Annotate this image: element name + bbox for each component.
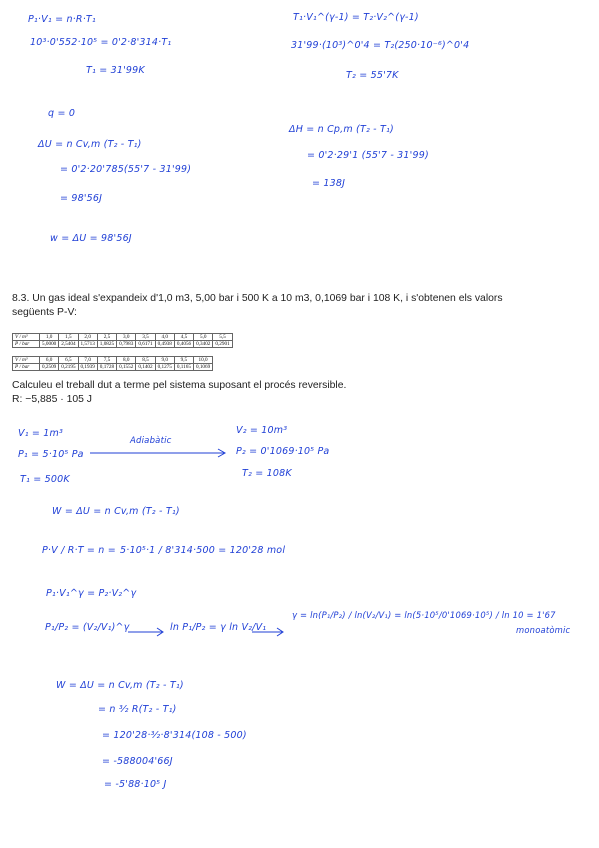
state2-pressure: P₂ = 0'1069·10⁵ Pa bbox=[236, 446, 330, 457]
table-header-v: V / m³ bbox=[13, 357, 40, 364]
table-cell: 4,0 bbox=[155, 334, 174, 341]
table-cell: 0,1275 bbox=[155, 364, 174, 371]
eq-ideal-gas-substituted: 10³·0'552·10⁵ = 0'2·8'314·T₁ bbox=[30, 37, 172, 48]
table-cell: 0,1552 bbox=[117, 364, 136, 371]
table-cell: 0,2901 bbox=[213, 341, 232, 348]
eq-work-internal-energy: W = ΔU = n Cv,m (T₂ - T₁) bbox=[52, 506, 180, 517]
table-cell: 8,0 bbox=[117, 357, 136, 364]
table-cell: 2,5 bbox=[97, 334, 116, 341]
table-cell: 0,3402 bbox=[194, 341, 213, 348]
result-work: w = ΔU = 98'56J bbox=[50, 233, 132, 244]
table-cell: 1,0 bbox=[40, 334, 59, 341]
table-cell: 0,1728 bbox=[97, 364, 116, 371]
eq-enthalpy: ΔH = n Cp,m (T₂ - T₁) bbox=[289, 124, 394, 135]
state1-temperature: T₁ = 500K bbox=[20, 474, 70, 485]
state1-volume: V₁ = 1m³ bbox=[18, 428, 64, 439]
table-cell: 1,0825 bbox=[97, 341, 116, 348]
eq-moles-lhs: P·V / R·T = n = bbox=[42, 545, 116, 556]
eq-work-final: W = ΔU = n Cv,m (T₂ - T₁) bbox=[56, 680, 184, 691]
eq-work-cv-substituted: = n ³⁄₂ R(T₂ - T₁) bbox=[98, 704, 177, 715]
state2-temperature: T₂ = 108K bbox=[242, 468, 292, 479]
problem-question: Calculeu el treball dut a terme pel sistema suposant el procés reversible. bbox=[12, 380, 347, 391]
table-cell: 2,5404 bbox=[59, 341, 78, 348]
result-work-joules: = -588004'66J bbox=[102, 756, 173, 767]
table-cell: 5,5 bbox=[213, 334, 232, 341]
state2-volume: V₂ = 10m³ bbox=[236, 425, 288, 436]
table-cell: 5,0 bbox=[194, 334, 213, 341]
table-cell: 2,0 bbox=[78, 334, 97, 341]
table-cell: 0,1069 bbox=[193, 364, 212, 371]
table-cell: 0,1402 bbox=[136, 364, 155, 371]
table-cell: 0,4056 bbox=[174, 341, 193, 348]
state1-pressure: P₁ = 5·10⁵ Pa bbox=[18, 449, 84, 460]
derivation-arrow-1 bbox=[128, 627, 168, 637]
result-dh: = 138J bbox=[312, 178, 346, 189]
eq-adiabatic-tv: T₁·V₁^(γ-1) = T₂·V₂^(γ-1) bbox=[293, 12, 419, 23]
table-cell: 3,5 bbox=[136, 334, 155, 341]
eq-log-form: ln P₁/P₂ = γ ln V₂/V₁ bbox=[170, 622, 267, 633]
problem-answer: R: −5,885 · 105 J bbox=[12, 394, 92, 405]
problem-statement: 8.3. Un gas ideal s'expandeix d'1,0 m3, 5,00 bar i 500 K a 10 m3, 0,1069 bar i 108 K, i s'obtenen els valors bbox=[12, 293, 503, 304]
table-cell: 9,0 bbox=[155, 357, 174, 364]
monoatomic-note: monoatòmic bbox=[516, 625, 571, 635]
eq-adiabatic-substituted: 31'99·(10³)^0'4 = T₂(250·10⁻⁶)^0'4 bbox=[291, 40, 470, 51]
table-cell: 1,5 bbox=[59, 334, 78, 341]
result-work-scientific: = -5'88·10⁵ J bbox=[104, 779, 167, 790]
table-cell: 0,7983 bbox=[117, 341, 136, 348]
eq-work-numeric: = 120'28·³⁄₂·8'314(108 - 500) bbox=[102, 730, 247, 741]
process-arrow bbox=[90, 448, 230, 458]
eq-pressure-ratio: P₁/P₂ = (V₂/V₁)^γ bbox=[45, 622, 130, 633]
table-cell: 0,2195 bbox=[59, 364, 78, 371]
table-cell: 0,2509 bbox=[40, 364, 59, 371]
result-t2: T₂ = 55'7K bbox=[346, 70, 399, 81]
table-header-v: V / m³ bbox=[13, 334, 40, 341]
eq-internal-energy: ΔU = n Cv,m (T₂ - T₁) bbox=[38, 139, 142, 150]
table-cell: 7,0 bbox=[78, 357, 97, 364]
heat-zero: q = 0 bbox=[48, 108, 76, 119]
eq-gamma: γ = ln(P₁/P₂) / ln(V₂/V₁) = ln(5·10⁵/0'1069·10⁵) / ln 10 = 1'67 bbox=[292, 610, 556, 620]
result-t1: T₁ = 31'99K bbox=[86, 65, 145, 76]
pv-table-1 bbox=[12, 333, 233, 348]
table-cell: 5,0000 bbox=[40, 341, 59, 348]
table-header-p: P / bar bbox=[13, 341, 40, 348]
table-cell: 0,6171 bbox=[136, 341, 155, 348]
eq-adiabatic-pv: P₁·V₁^γ = P₂·V₂^γ bbox=[46, 588, 137, 599]
eq-ideal-gas: P₁·V₁ = n·R·T₁ bbox=[28, 14, 96, 25]
table-cell: 10,0 bbox=[193, 357, 212, 364]
table-cell: 0,1165 bbox=[174, 364, 193, 371]
table-cell: 6,0 bbox=[40, 357, 59, 364]
problem-statement-cont: següents P-V: bbox=[12, 307, 77, 318]
table-cell: 3,0 bbox=[117, 334, 136, 341]
eq-internal-energy-substituted: = 0'2·20'785(55'7 - 31'99) bbox=[60, 164, 192, 175]
result-du: = 98'56J bbox=[60, 193, 103, 204]
table-header-p: P / bar bbox=[13, 364, 40, 371]
table-cell: 4,5 bbox=[174, 334, 193, 341]
table-cell: 8,5 bbox=[136, 357, 155, 364]
table-cell: 0,4938 bbox=[155, 341, 174, 348]
table-cell: 1,5713 bbox=[78, 341, 97, 348]
eq-moles-rhs: 5·10⁵·1 / 8'314·500 = 120'28 mol bbox=[120, 545, 286, 556]
process-label: Adiabàtic bbox=[130, 436, 172, 446]
eq-enthalpy-substituted: = 0'2·29'1 (55'7 - 31'99) bbox=[307, 150, 429, 161]
table-cell: 7,5 bbox=[97, 357, 116, 364]
table-cell: 9,5 bbox=[174, 357, 193, 364]
table-cell: 6,5 bbox=[59, 357, 78, 364]
table-cell: 0,1939 bbox=[78, 364, 97, 371]
pv-table-2 bbox=[12, 356, 213, 371]
derivation-arrow-2 bbox=[252, 627, 288, 637]
